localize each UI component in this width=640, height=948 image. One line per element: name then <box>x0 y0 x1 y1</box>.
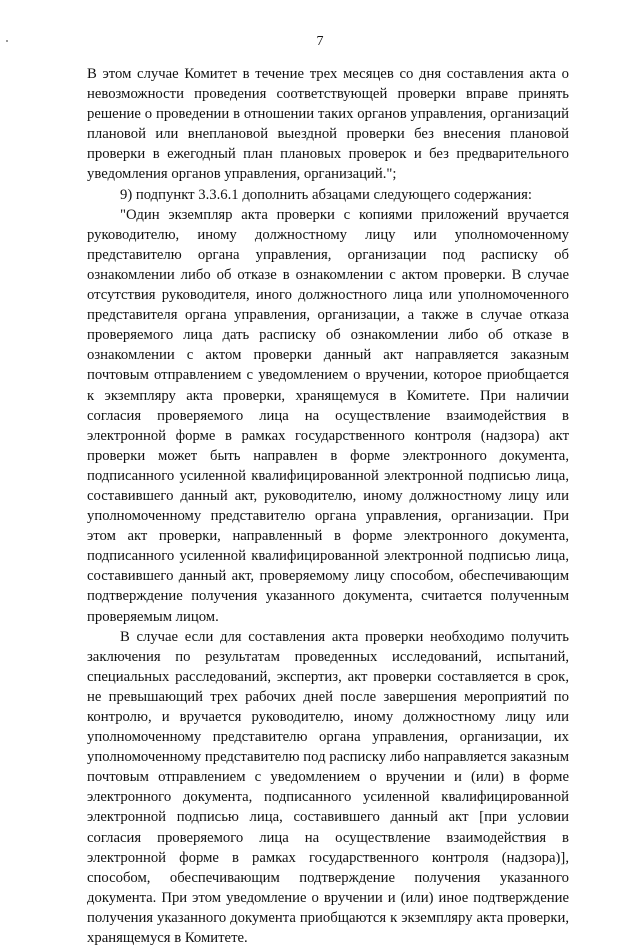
page-number: 7 <box>316 34 324 49</box>
paragraph-amendment-item-9: 9) подпункт 3.3.6.1 дополнить абзацами следующего содержания: <box>120 186 532 203</box>
paragraph-quoted-text-2: В случае если для составления акта проверки необходимо получить заключения по результатам проведенных исследований, испытаний, специальных расследований, экспертиз, акт проверки составляется в срок, не превышающий трех рабочих дней после завершения мероприятий по контролю, и вручается руководителю, иному должностному лицу или уполномоченному представителю органа управления, организации, их уполномоченному представителю под расписку либо направляется заказным почтовым отправлением с уведомлением о вручении и (или) в форме электронного документа, подписанного усиленной квалифицированной электронной подписью лица, составившего данный акт [при условии согласия проверяемого лица на осуществление взаимодействия в электронной форме в рамках государственного контроля (надзора)], способом, обеспечивающим подтверждение получения указанного документа. При этом уведомление о вручении и (или) иное подтверждение получения указанного документа приобщаются к экземпляру акта проверки, хранящемуся в Комитете. <box>87 628 569 947</box>
paragraph-quoted-text-1: "Один экземпляр акта проверки с копиями приложений вручается руководителю, иному должностному лицу или уполномоченному представителю органа управления, организации под расписку об ознакомлении либо об отказе в ознакомлении с актом проверки. В случае отсутствия руководителя, иного должностного лица или уполномоченного представителя органа управления, организации, а также в случае отказа проверяемого лица дать расписку об ознакомлении либо об отказе в ознакомлении с актом проверки данный акт направляется заказным почтовым отправлением с уведомлением о вручении, которое приобщается к экземпляру акта проверки, хранящемуся в Комитете. При наличии согласия проверяемого лица на осуществление взаимодействия в электронной форме в рамках государственного контроля (надзора) акт проверки может быть направлен в форме электронного документа, подписанного усиленной квалифицированной электронной подписью лица, составившего данный акт, руководителю, иному должностному лицу или уполномоченному представителю органа управления, организации. При этом акт проверки, направленный в форме электронного документа, подписанного усиленной квалифицированной электронной подписью лица, составившего данный акт, проверяемому лицу способом, обеспечивающим подтверждение получения указанного документа, считается полученным проверяемым лицом. <box>87 206 569 625</box>
paragraph-continuation: В этом случае Комитет в течение трех месяцев со дня составления акта о невозможности проведения соответствующей проверки вправе принять решение о проведении в отношении таких органов управления, организаций плановой или внеплановой выездной проверки без внесения плановой проверки в ежегодный план плановых проверок и без предварительного уведомления органов управления, организаций."; <box>87 66 569 183</box>
document-body <box>87 64 569 948</box>
